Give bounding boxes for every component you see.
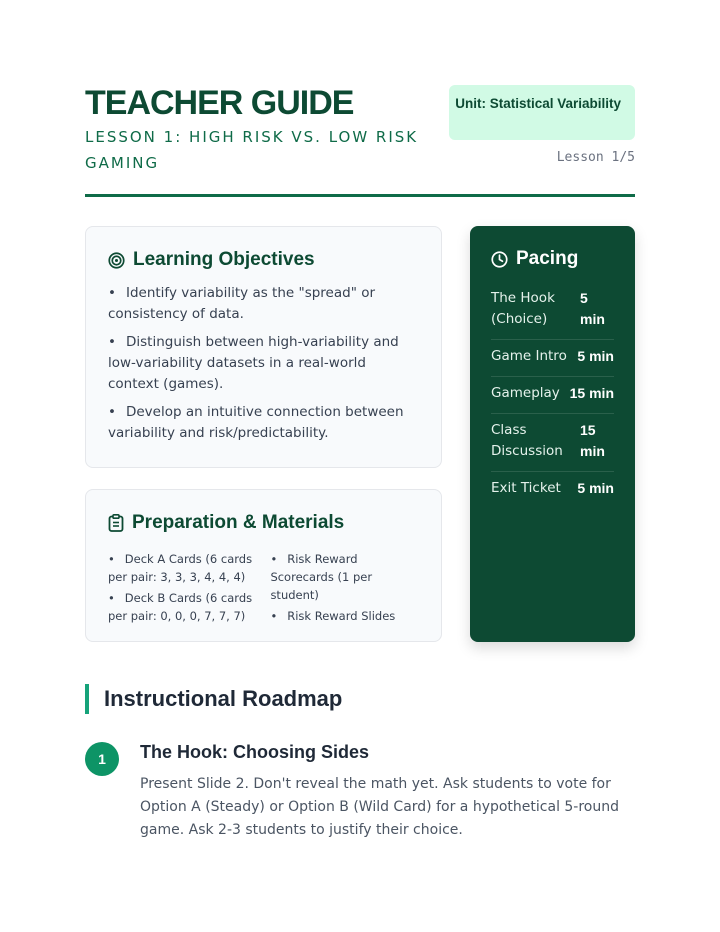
lesson-number: Lesson 1/5 — [556, 150, 635, 165]
page-title: TEACHER GUIDE — [85, 84, 354, 122]
pacing-label: Gameplay — [491, 385, 560, 401]
pacing-row — [491, 472, 614, 508]
target-icon — [108, 252, 125, 269]
step-number-badge: 1 — [85, 742, 119, 776]
pacing-label: Game Intro — [491, 348, 567, 364]
clipboard-icon — [108, 514, 124, 532]
pacing-label: Class Discussion — [491, 422, 563, 459]
pacing-row — [491, 377, 614, 414]
list-item: • Deck A Cards (6 cards per pair: 3, 3, 3, 4, 4, 4) — [108, 550, 270, 586]
page-header — [85, 84, 635, 176]
pacing-card — [470, 226, 635, 642]
pacing-row — [491, 414, 614, 472]
materials-list-right — [270, 550, 419, 628]
clock-icon — [491, 251, 508, 268]
unit-badge: Unit: Statistical Variability — [449, 85, 635, 140]
objectives-list — [108, 283, 419, 444]
lesson-subtitle: LESSON 1: HIGH RISK VS. LOW RISK GAMING — [85, 128, 419, 172]
list-item: • Distinguish between high-variability and low-variability datasets in a real-world context (games). — [108, 332, 419, 395]
pacing-row — [491, 282, 614, 340]
list-item: • Develop an intuitive connection between variability and risk/predictability. — [108, 402, 419, 444]
preparation-card — [85, 489, 442, 642]
step-description: Present Slide 2. Don't reveal the math yet. Ask students to vote for Option A (Steady) or Option B (Wild Card) for a hypothetical 5-round game. Ask 2-3 students to justify their choice. — [140, 776, 620, 838]
pacing-time: 15 min — [569, 385, 614, 401]
pacing-list — [491, 282, 614, 508]
pacing-title: Pacing — [516, 248, 579, 269]
pacing-time: 5 min — [577, 480, 614, 496]
materials-list-left — [108, 550, 270, 628]
list-item: • Risk Reward Slides — [270, 607, 419, 625]
pacing-time: 5 min — [580, 290, 605, 327]
pacing-label: The Hook (Choice) — [491, 290, 555, 327]
pacing-row — [491, 340, 614, 377]
pacing-time: 15 min — [580, 422, 605, 459]
list-item: • Risk Reward Scorecards (1 per student) — [270, 550, 419, 604]
list-item: • Identify variability as the "spread" or consistency of data. — [108, 283, 419, 325]
preparation-title: Preparation & Materials — [132, 512, 345, 533]
list-item: • Deck B Cards (6 cards per pair: 0, 0, 0, 7, 7, 7) — [108, 589, 270, 625]
pacing-heading — [491, 248, 614, 270]
pacing-label: Exit Ticket — [491, 480, 561, 496]
materials-columns — [108, 550, 419, 628]
objectives-title: Learning Objectives — [133, 249, 315, 270]
roadmap-heading: Instructional Roadmap — [85, 684, 342, 714]
header-divider — [85, 194, 635, 197]
pacing-time: 5 min — [577, 348, 614, 364]
preparation-heading — [108, 512, 419, 534]
objectives-heading — [108, 249, 419, 271]
step-title: The Hook: Choosing Sides — [140, 742, 370, 762]
learning-objectives-card — [85, 226, 442, 468]
